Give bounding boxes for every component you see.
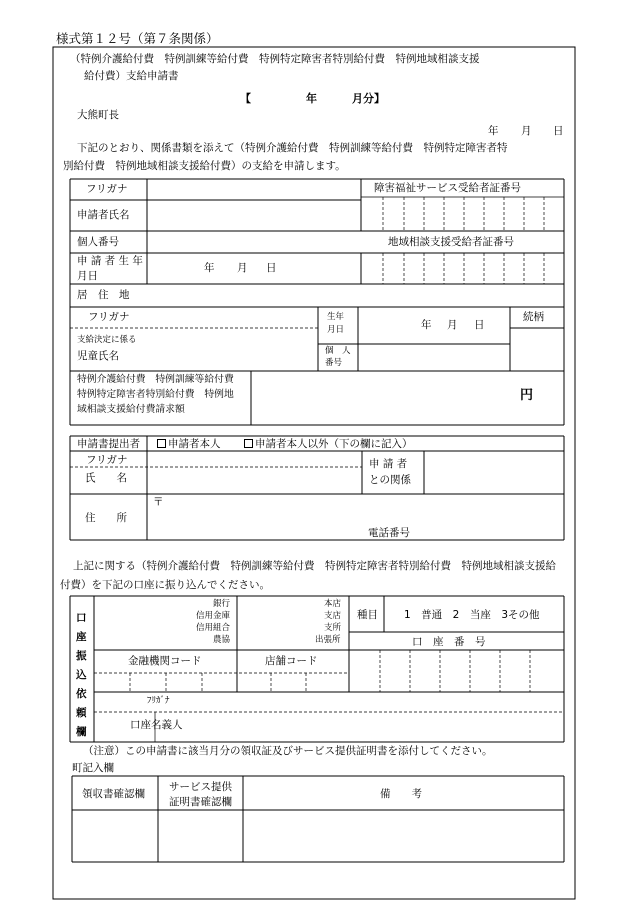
intro-line1: 下記のとおり、関係書類を添えて（特例介護給付費 特例訓練等給付費 特例特定障害者特 [77,142,508,154]
inst-type-bank: 銀行 [213,599,231,609]
period-month: 月分】 [352,92,385,105]
child-birth-label-2: 月日 [327,325,345,335]
child-birth-month: 月 [447,319,458,331]
branch-type-branch: 支店 [324,611,342,621]
bank-side-label-1: 口 [76,612,87,624]
bank-side-label-2: 座 [76,631,87,643]
furigana-label: フリガナ [86,183,128,195]
attachment-notice: （注意）この申請書に該当月分の領収証及びサービス提供証明書を添付してください。 [83,745,493,757]
form-title-line1: （特例介護給付費 特例訓練等給付費 特例特定障害者特別給付費 特例地域相談支援 [70,53,480,65]
child-personal-label-1: 個 人 [325,346,351,356]
bank-side-label-5: 依 [76,688,87,700]
branch-code-label: 店舗コード [265,655,318,667]
yen-unit: 円 [520,388,534,403]
submitter-name-label: 氏 名 [85,472,127,484]
bank-side-label-4: 込 [76,669,87,681]
regional-cert-label: 地域相談支援受給者証番号 [388,236,514,248]
bank-side-label-6: 頼 [76,707,87,719]
bank-intro-line2: 付費）を下記の口座に振り込んでください。 [60,579,270,591]
inst-code-label: 金融機関コード [128,655,202,667]
intro-line2: 別給付費 特例地域相談支援給付費）の支給を申請します。 [63,160,346,172]
child-birth-day: 日 [474,319,485,331]
phone-label: 電話番号 [368,527,410,539]
applicant-name-label: 申請者氏名 [77,209,130,221]
relation-label-1: 申 請 者 [369,458,408,470]
submitter-furigana-label: フリガナ [86,454,128,466]
claim-label-1: 特例介護給付費 特例訓練等給付費 [77,374,234,385]
form-number: 様式第１２号（第７条関係） [56,31,219,46]
inst-type-kumiai: 信用組合 [196,623,231,633]
form-title-line2: 給付費）支給申請書 [84,70,179,82]
submitter-other-label: 申請者本人以外（下の欄に記入） [255,438,413,450]
child-birth-label-1: 生年 [327,312,345,322]
account-kind-label: 種目 [357,609,378,621]
submitter-other-checkbox[interactable] [244,439,253,448]
town-section-heading: 町記入欄 [72,762,114,774]
child-name-label-2: 児童氏名 [77,350,119,362]
claim-label-3: 域相談支援給付費請求額 [77,404,185,415]
branch-type-agency: 出張所 [315,635,341,645]
personal-number-label: 個人番号 [77,236,119,248]
birth-year: 年 [204,262,215,274]
birth-month: 月 [237,262,248,274]
holder-furigana-label: ﾌﾘｶﾞﾅ [147,696,170,706]
branch-type-main: 本店 [324,599,342,609]
remarks-label: 備 考 [380,788,422,800]
inst-type-nokyo: 農協 [213,635,231,645]
birth-label-2: 月日 [77,270,98,282]
submitter-label: 申請書提出者 [77,438,140,450]
postal-mark: 〒 [153,496,164,508]
date-day: 日 [553,125,564,137]
child-personal-label-2: 番号 [325,358,343,368]
bank-side-label-3: 振 [76,650,87,662]
bank-side-label-7: 欄 [76,726,87,738]
address-label: 居 住 地 [77,289,130,301]
inst-type-shinkin: 信用金庫 [196,611,231,621]
branch-type-office: 支所 [324,623,342,633]
period-year: 年 [306,92,317,105]
date-month: 月 [521,125,532,137]
date-year: 年 [488,125,499,137]
relation-label: 続柄 [523,311,544,323]
account-kind-options: 1 普通 2 当座 3その他 [404,609,540,621]
service-cert-label-2: 証明書確認欄 [169,796,232,808]
child-furigana-label: フリガナ [88,311,130,323]
account-holder-label: 口座名義人 [130,719,183,731]
submitter-self-checkbox[interactable] [157,439,166,448]
account-number-label: 口 座 番 号 [412,636,486,648]
birth-day: 日 [266,262,277,274]
submitter-address-label: 住 所 [85,512,127,524]
bank-intro-line1: 上記に関する（特例介護給付費 特例訓練等給付費 特例特定障害者特別給付費 特例地域相談支援給 [73,560,556,572]
relation-label-2: との関係 [369,474,411,486]
child-name-label-1: 支給決定に係る [77,335,137,345]
birth-label-1: 申 請 者 生 年 [77,255,143,267]
addressee: 大熊町長 [77,109,119,121]
cert-number-label: 障害福祉サービス受給者証番号 [374,182,521,194]
child-birth-year: 年 [421,319,432,331]
receipt-check-label: 領収書確認欄 [82,788,145,800]
period-open-bracket: 【 [240,92,251,105]
submitter-self-label: 申請者本人 [168,438,221,450]
page-frame [53,47,575,899]
claim-label-2: 特例特定障害者特別給付費 特例地 [77,389,234,400]
service-cert-label-1: サービス提供 [169,781,232,793]
